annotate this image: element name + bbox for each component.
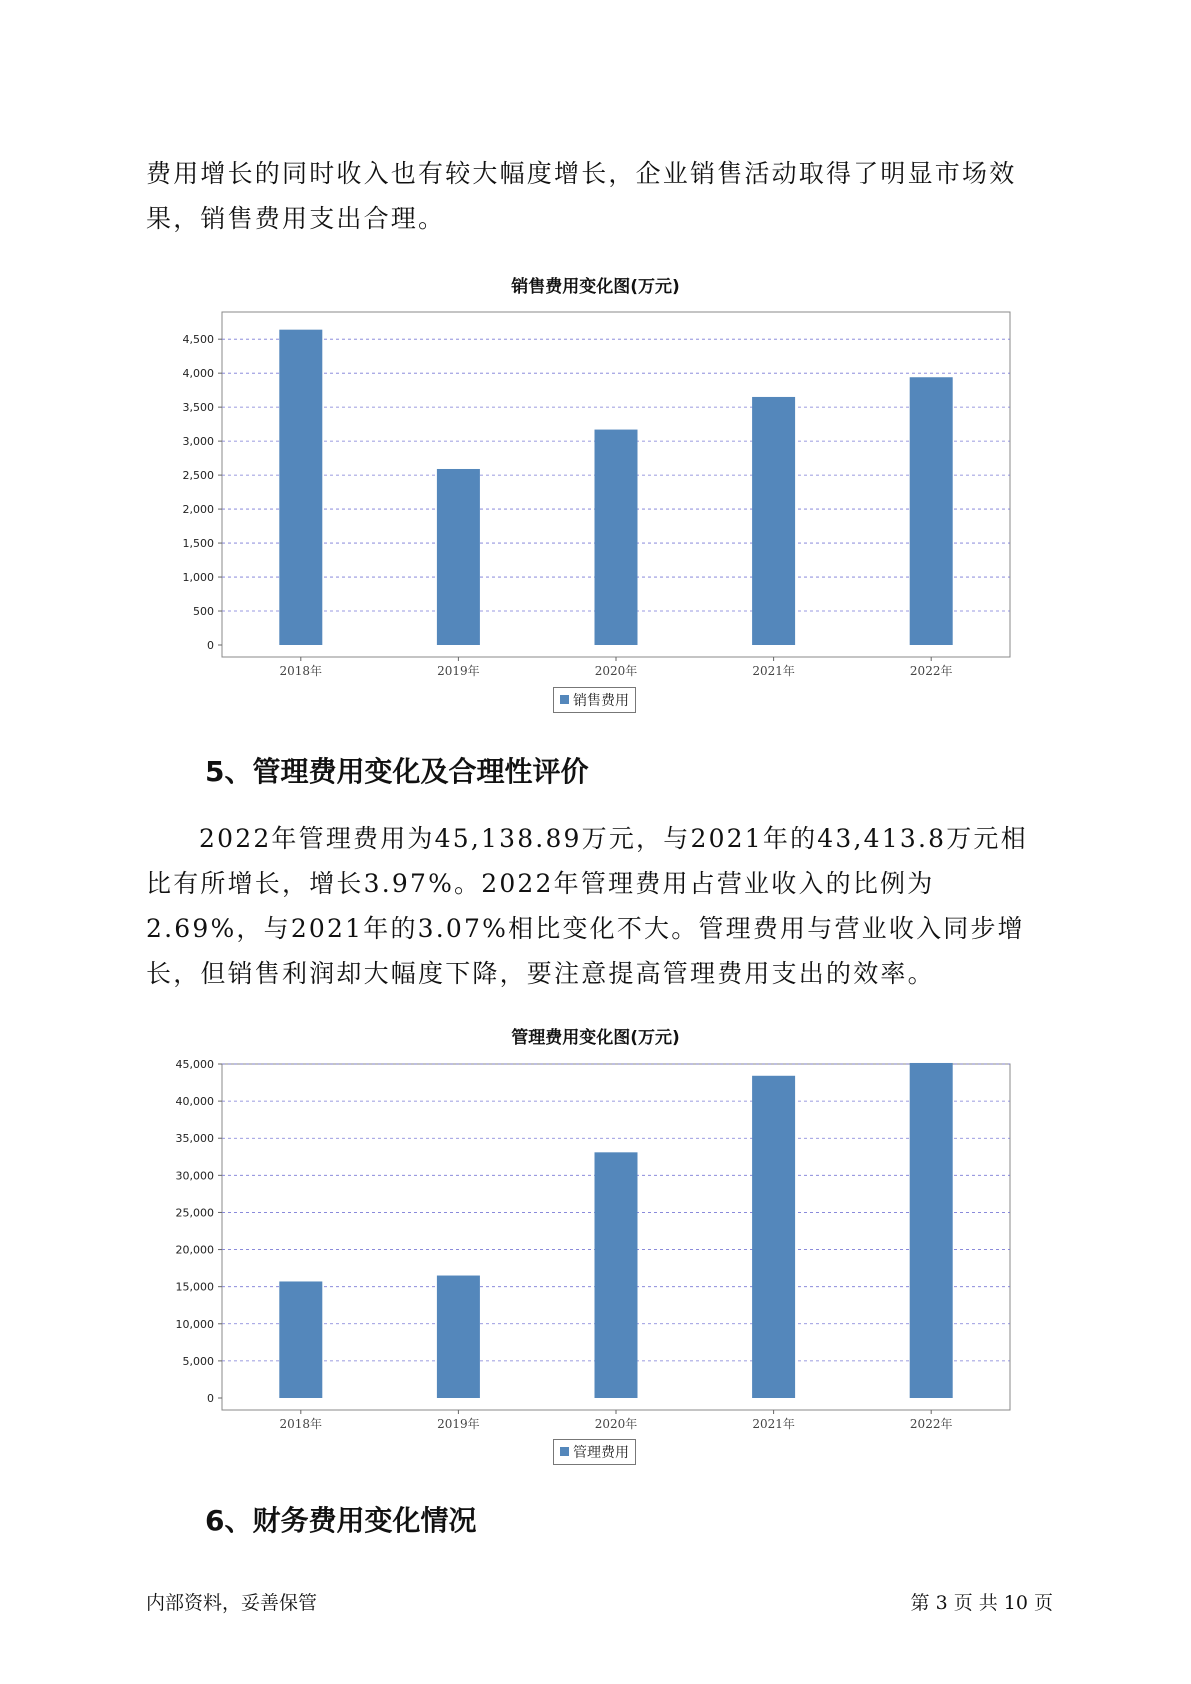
y-tick-label: 5,000 [182, 1354, 214, 1368]
x-tick-label: 2018年 [279, 1417, 323, 1431]
bar [437, 1276, 480, 1398]
sales-expense-chart-title: 销售费用变化图(万元) [511, 277, 680, 297]
y-tick-label: 25,000 [175, 1206, 214, 1220]
y-tick-label: 500 [193, 605, 214, 619]
sales-expense-legend [553, 687, 636, 713]
x-tick-label: 2020年 [594, 1417, 638, 1431]
section-6-heading: 6、财务费用变化情况 [205, 1504, 477, 1537]
bar [279, 330, 322, 645]
bar [279, 1281, 322, 1398]
x-tick-label: 2020年 [594, 664, 638, 678]
legend-swatch [560, 1447, 569, 1456]
y-tick-label: 3,000 [182, 435, 214, 449]
legend-label: 销售费用 [573, 693, 629, 709]
y-tick-label: 0 [207, 1392, 214, 1405]
section-5-heading: 5、管理费用变化及合理性评价 [205, 755, 589, 788]
bar [595, 430, 638, 645]
admin-expense-legend [553, 1439, 636, 1465]
y-tick-label: 1,000 [182, 571, 214, 585]
footer-confidential-note: 内部资料，妥善保管 [146, 1592, 318, 1614]
bar [595, 1152, 638, 1398]
y-tick-label: 30,000 [175, 1169, 214, 1183]
y-tick-label: 2,000 [182, 503, 214, 517]
y-tick-label: 1,500 [182, 537, 214, 551]
sales-expense-chart [0, 305, 1191, 678]
x-tick-label: 2018年 [279, 664, 323, 678]
bar [910, 377, 953, 645]
y-tick-label: 40,000 [175, 1095, 214, 1109]
bar [910, 1063, 953, 1398]
y-tick-label: 10,000 [175, 1317, 214, 1331]
section-5-paragraph: 2022年管理费用为45,138.89万元，与2021年的43,413.8万元相比有所增长，增长3.97%。2022年管理费用占营业收入的比例为2.69%，与2021年的3.07%相比变化不大。管理费用与营业收入同步增长，但销售利润却大幅度下降，要注意提高管理费用支出的效率。 [146, 824, 1028, 988]
bar [752, 397, 795, 645]
x-tick-label: 2019年 [437, 1417, 480, 1431]
legend-swatch [560, 695, 569, 704]
y-tick-label: 45,000 [175, 1058, 214, 1071]
admin-expense-chart-title: 管理费用变化图(万元) [511, 1028, 680, 1048]
x-tick-label: 2021年 [752, 664, 795, 678]
x-tick-label: 2019年 [437, 664, 480, 678]
bar [752, 1076, 795, 1398]
y-tick-label: 0 [207, 639, 214, 652]
intro-paragraph: 费用增长的同时收入也有较大幅度增长，企业销售活动取得了明显市场效果，销售费用支出合理。 [146, 159, 1017, 233]
bar [437, 469, 480, 645]
legend-label: 管理费用 [573, 1445, 629, 1461]
footer-page-number: 第 3 页 共 10 页 [910, 1592, 1053, 1614]
x-tick-label: 2021年 [752, 1417, 795, 1431]
admin-expense-chart [0, 1057, 1191, 1431]
y-tick-label: 4,500 [182, 333, 214, 347]
y-tick-label: 20,000 [175, 1243, 214, 1257]
y-tick-label: 35,000 [175, 1132, 214, 1146]
y-tick-label: 3,500 [182, 401, 214, 415]
y-tick-label: 15,000 [175, 1280, 214, 1294]
x-tick-label: 2022年 [909, 1417, 953, 1431]
y-tick-label: 2,500 [182, 469, 214, 483]
x-tick-label: 2022年 [909, 664, 953, 678]
y-tick-label: 4,000 [182, 367, 214, 381]
